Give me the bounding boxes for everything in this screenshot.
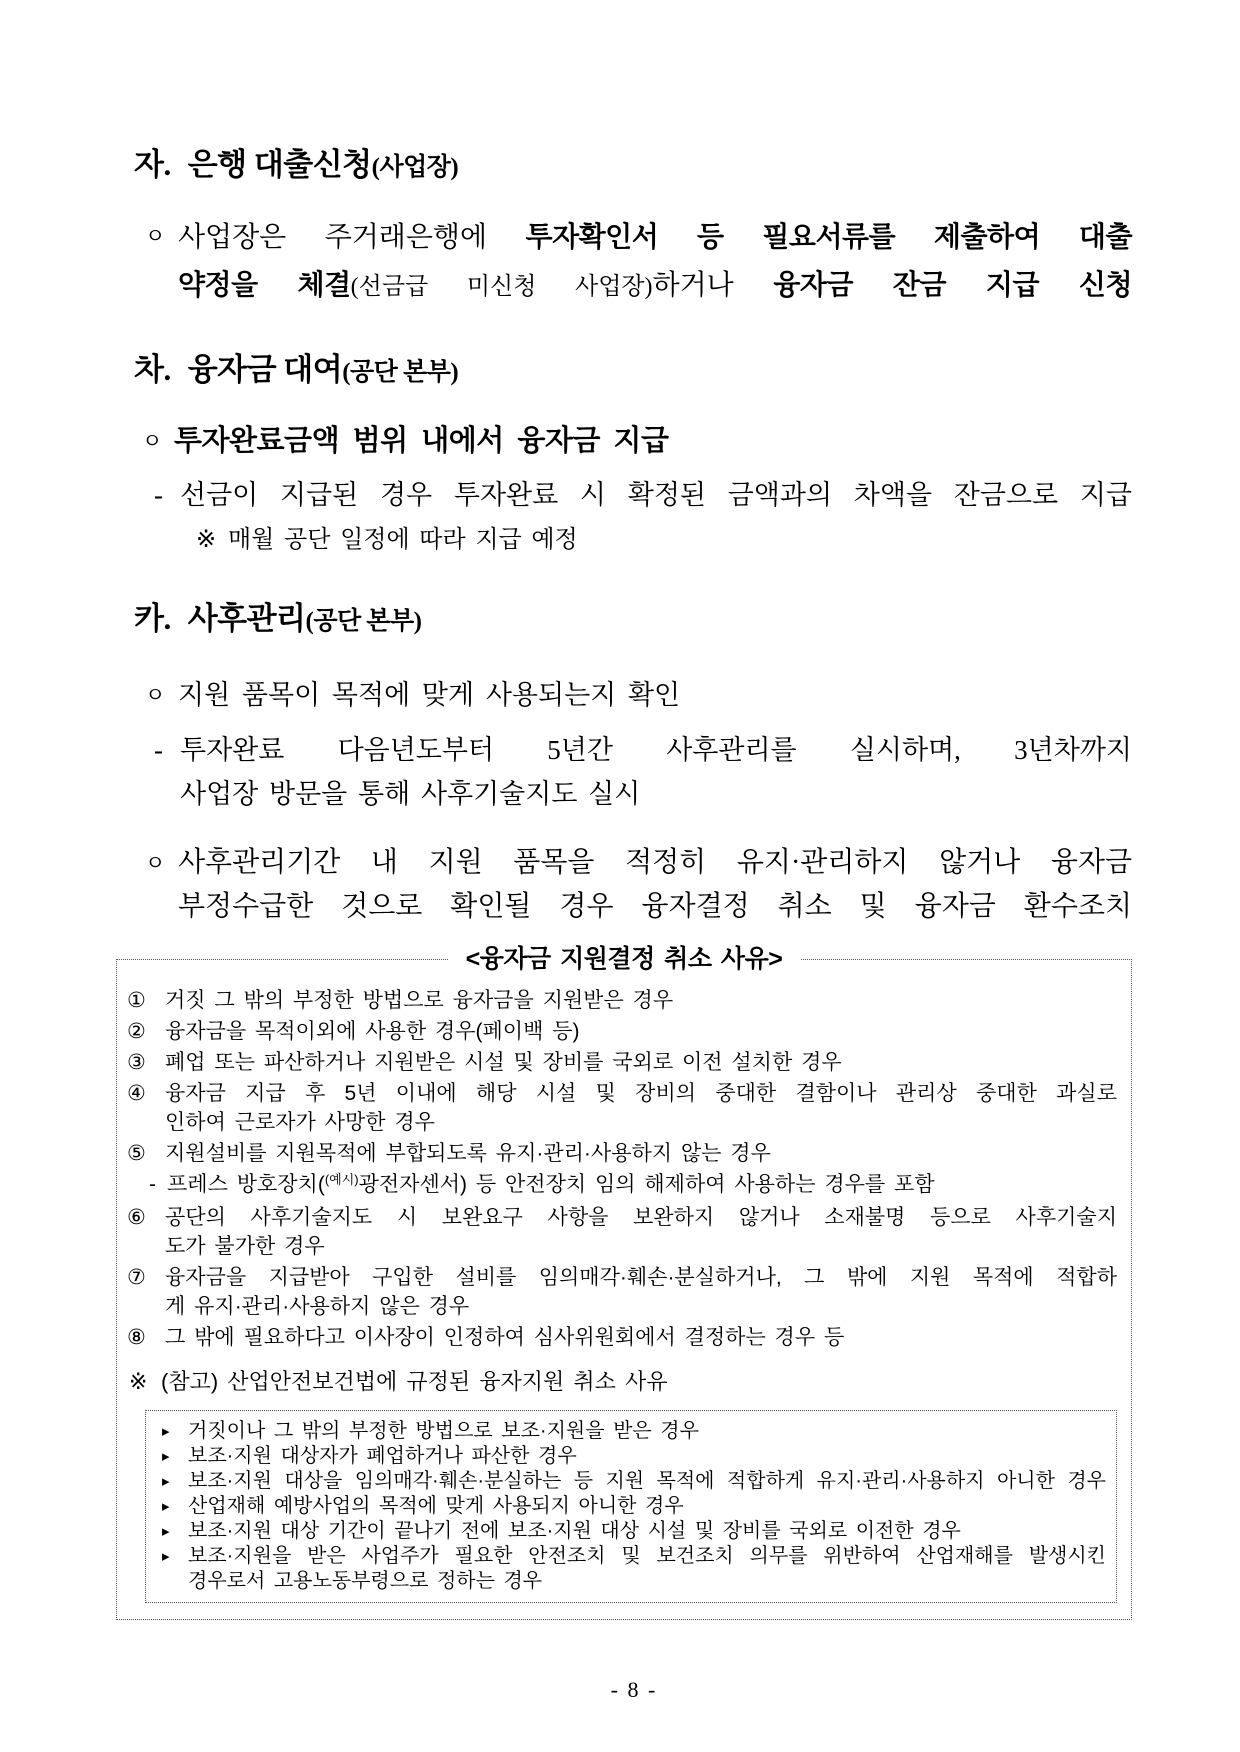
reference-item-text bbox=[188, 1519, 1106, 1544]
box-item-line: 도가 불가한 경우 bbox=[165, 1235, 325, 1258]
reference-line: 보조·지원을 받은 사업주가 필요한 안전조치 및 보건조치 의무를 위반하여 산업재해를 발생시킨 bbox=[188, 1545, 1106, 1567]
heading-title: 융자금 대여 bbox=[187, 352, 343, 387]
heading-label: 자. bbox=[134, 147, 171, 182]
box-item bbox=[127, 1203, 1117, 1261]
paragraph-line: 부정수급한 것으로 확인될 경우 융자결정 취소 및 융자금 환수조치 bbox=[178, 891, 1132, 922]
numbered-marker: ⑥ bbox=[127, 1206, 146, 1229]
bullet-item bbox=[145, 841, 1132, 929]
text-segment: 광전자센서) 등 안전장치 임의 해제하여 사용하는 경우를 포함 bbox=[358, 1173, 935, 1196]
paragraph-line: (참고) 산업안전보건법에 규정된 융자지원 취소 사유 bbox=[161, 1369, 668, 1394]
paragraph-line: 매월 공단 일정에 따라 지급 예정 bbox=[228, 526, 578, 553]
box-item-line: 공단의 사후기술지도 시 보완요구 사항을 보완하지 않거나 소재불명 등으로 사후기술지 bbox=[165, 1206, 1117, 1229]
loan-cancellation-reasons-box bbox=[116, 945, 1132, 1620]
box-sub-text bbox=[167, 1170, 1117, 1201]
box-item-text bbox=[165, 1203, 1117, 1261]
box-title-text: <융자금 지원결정 취소 사유> bbox=[448, 941, 801, 977]
reference-note bbox=[196, 522, 1132, 558]
box-item-line: 융자금을 목적이외에 사용한 경우(페이백 등) bbox=[165, 1020, 580, 1043]
dash-text bbox=[180, 728, 1132, 816]
paragraph-line: 지원 품목이 목적에 맞게 사용되는지 확인 bbox=[178, 680, 681, 710]
circle-bullet-marker: ㅇ bbox=[142, 429, 163, 453]
box-item-text bbox=[165, 1139, 1117, 1168]
box-item-line: 게 유지·관리·사용하지 않은 경우 bbox=[165, 1295, 470, 1318]
dash-marker: - bbox=[149, 1173, 156, 1196]
box-item-line: 융자금을 지급받아 구입한 설비를 임의매각·훼손·분실하거나, 그 밖에 지원 목적에 적합하 bbox=[165, 1266, 1117, 1289]
reference-line: 보조·지원 대상자가 폐업하거나 파산한 경우 bbox=[188, 1445, 577, 1467]
triangle-bullet-marker: ▸ bbox=[162, 1473, 170, 1490]
box-sub-item bbox=[149, 1170, 1117, 1201]
numbered-marker: ⑦ bbox=[127, 1266, 146, 1289]
box-item-line bbox=[167, 1170, 1117, 1201]
paragraph-line: 투자완료금액 범위 내에서 융자금 지급 bbox=[174, 425, 669, 457]
emphasis-segment: 융자금 잔금 지급 신청 bbox=[773, 269, 1132, 300]
paragraph-line bbox=[178, 261, 1132, 311]
paragraph-line: 사업장 방문을 통해 사후기술지도 실시 bbox=[180, 779, 641, 809]
heading-paren: (공단 본부) bbox=[342, 359, 459, 386]
box-item bbox=[127, 986, 1117, 1015]
emphasis-segment: 약정을 체결 bbox=[178, 269, 351, 300]
legal-reference-box bbox=[145, 1410, 1117, 1603]
box-item-line: 폐업 또는 파산하거나 지원받은 시설 및 장비를 국외로 이전 설치한 경우 bbox=[165, 1051, 842, 1074]
reference-item-text bbox=[188, 1469, 1106, 1494]
dash-marker: - bbox=[154, 480, 163, 510]
paragraph-line: 선금이 지급된 경우 투자완료 시 확정된 금액과의 차액을 잔금으로 지급 bbox=[180, 480, 1132, 510]
numbered-marker: ① bbox=[127, 989, 146, 1012]
reference-line: 산업재해 예방사업의 목적에 맞게 사용되지 아니한 경우 bbox=[188, 1495, 684, 1517]
bullet-text bbox=[178, 213, 1132, 311]
dash-item bbox=[154, 728, 1132, 816]
reference-item bbox=[162, 1519, 1106, 1544]
reference-item-text bbox=[188, 1419, 1106, 1444]
reference-line: 보조·지원 대상 기간이 끝나기 전에 보조·지원 대상 시설 및 장비를 국외로 이전한 경우 bbox=[188, 1520, 961, 1542]
dash-item bbox=[154, 473, 1132, 517]
emphasis-segment: 투자확인서 등 필요서류를 제출하여 대출 bbox=[525, 221, 1133, 252]
paren-note-segment: (선금급 미신청 사업장) bbox=[350, 274, 653, 300]
bullet-item bbox=[142, 419, 1132, 463]
reference-mark: ※ bbox=[129, 1369, 148, 1394]
box-item-text bbox=[165, 1323, 1117, 1352]
reference-line: 경우로서 고용노동부령으로 정하는 경우 bbox=[188, 1570, 543, 1592]
text-segment: 프레스 방호장치( bbox=[167, 1173, 325, 1196]
reference-note bbox=[129, 1366, 1117, 1398]
triangle-bullet-marker: ▸ bbox=[162, 1523, 170, 1540]
heading-title: 은행 대출신청 bbox=[187, 147, 372, 182]
box-item bbox=[127, 1048, 1117, 1077]
section-heading-post-management bbox=[134, 600, 1132, 641]
box-item bbox=[127, 1079, 1117, 1137]
bullet-item bbox=[145, 213, 1132, 311]
bullet-item bbox=[145, 673, 1132, 717]
bullet-text bbox=[174, 419, 1132, 463]
heading-title: 사후관리 bbox=[187, 601, 306, 636]
circle-bullet-marker: ㅇ bbox=[145, 224, 166, 248]
box-item-line: 지원설비를 지원목적에 부합되도록 유지·관리·사용하지 않는 경우 bbox=[165, 1142, 771, 1165]
section-post-management bbox=[134, 600, 1132, 929]
reference-item-text bbox=[188, 1494, 1106, 1519]
page-number: - 8 - bbox=[610, 1677, 656, 1702]
box-item-text bbox=[165, 1048, 1117, 1077]
box-item bbox=[127, 1139, 1117, 1168]
reference-line: 보조·지원 대상을 임의매각·훼손·분실하는 등 지원 목적에 적합하게 유지·관리·사용하지 아니한 경우 bbox=[188, 1470, 1106, 1492]
reference-item bbox=[162, 1469, 1106, 1494]
dash-text bbox=[180, 473, 1132, 517]
triangle-bullet-marker: ▸ bbox=[162, 1548, 170, 1565]
section-bank-loan-application bbox=[134, 146, 1132, 311]
section-loan-disbursement bbox=[134, 351, 1132, 558]
note-text bbox=[161, 1366, 1117, 1398]
box-item-line: 그 밖에 필요하다고 이사장이 인정하여 심사위원회에서 결정하는 경우 등 bbox=[165, 1326, 845, 1349]
reference-mark: ※ bbox=[196, 526, 217, 553]
text-segment: 하거나 bbox=[652, 270, 774, 301]
box-item bbox=[127, 1323, 1117, 1352]
box-item-text bbox=[165, 1079, 1117, 1137]
reference-line: 거짓이나 그 밖의 부정한 방법으로 보조·지원을 받은 경우 bbox=[188, 1420, 699, 1442]
note-text bbox=[228, 522, 1132, 558]
heading-paren: (사업장) bbox=[371, 154, 459, 181]
reference-item-text bbox=[188, 1544, 1106, 1594]
bullet-text bbox=[178, 673, 1132, 717]
numbered-marker: ⑤ bbox=[127, 1142, 146, 1165]
circle-bullet-marker: ㅇ bbox=[145, 851, 166, 875]
reference-item bbox=[162, 1494, 1106, 1519]
numbered-marker: ③ bbox=[127, 1051, 146, 1074]
triangle-bullet-marker: ▸ bbox=[162, 1423, 170, 1440]
dash-marker: - bbox=[154, 735, 163, 765]
bullet-text bbox=[178, 841, 1132, 929]
box-item-line: 융자금 지급 후 5년 이내에 해당 시설 및 장비의 중대한 결함이나 관리상 중대한 과실로 bbox=[165, 1082, 1117, 1105]
box-item-text bbox=[165, 1017, 1117, 1046]
paragraph-line: 투자완료 다음년도부터 5년간 사후관리를 실시하며, 3년차까지 bbox=[180, 735, 1132, 765]
triangle-bullet-marker: ▸ bbox=[162, 1448, 170, 1465]
box-item-text bbox=[165, 986, 1117, 1015]
numbered-marker: ② bbox=[127, 1020, 146, 1043]
box-item-line: 거짓 그 밖의 부정한 방법으로 융자금을 지원받은 경우 bbox=[165, 989, 674, 1012]
paragraph-line: 사후관리기간 내 지원 품목을 적정히 유지·관리하지 않거나 융자금 bbox=[178, 847, 1132, 878]
paragraph-line bbox=[178, 213, 1132, 261]
numbered-marker: ⑧ bbox=[127, 1326, 146, 1349]
section-heading-bank-loan bbox=[134, 146, 1132, 187]
heading-label: 카. bbox=[134, 601, 171, 636]
superscript-example-note: (예시) bbox=[324, 1172, 359, 1187]
box-item-text bbox=[165, 1263, 1117, 1321]
box-item bbox=[127, 1263, 1117, 1321]
reference-item bbox=[162, 1444, 1106, 1469]
reference-item bbox=[162, 1419, 1106, 1444]
box-title bbox=[117, 941, 1131, 977]
reference-item-text bbox=[188, 1444, 1106, 1469]
text-segment: 사업장은 주거래은행에 bbox=[178, 222, 526, 253]
box-item bbox=[127, 1017, 1117, 1046]
reference-item bbox=[162, 1544, 1106, 1594]
heading-paren: (공단 본부) bbox=[305, 608, 422, 635]
box-item-line: 인하여 근로자가 사망한 경우 bbox=[165, 1111, 435, 1134]
triangle-bullet-marker: ▸ bbox=[162, 1498, 170, 1515]
section-heading-loan-disbursement bbox=[134, 351, 1132, 392]
circle-bullet-marker: ㅇ bbox=[145, 683, 166, 707]
heading-label: 차. bbox=[134, 352, 171, 387]
numbered-marker: ④ bbox=[127, 1082, 146, 1105]
